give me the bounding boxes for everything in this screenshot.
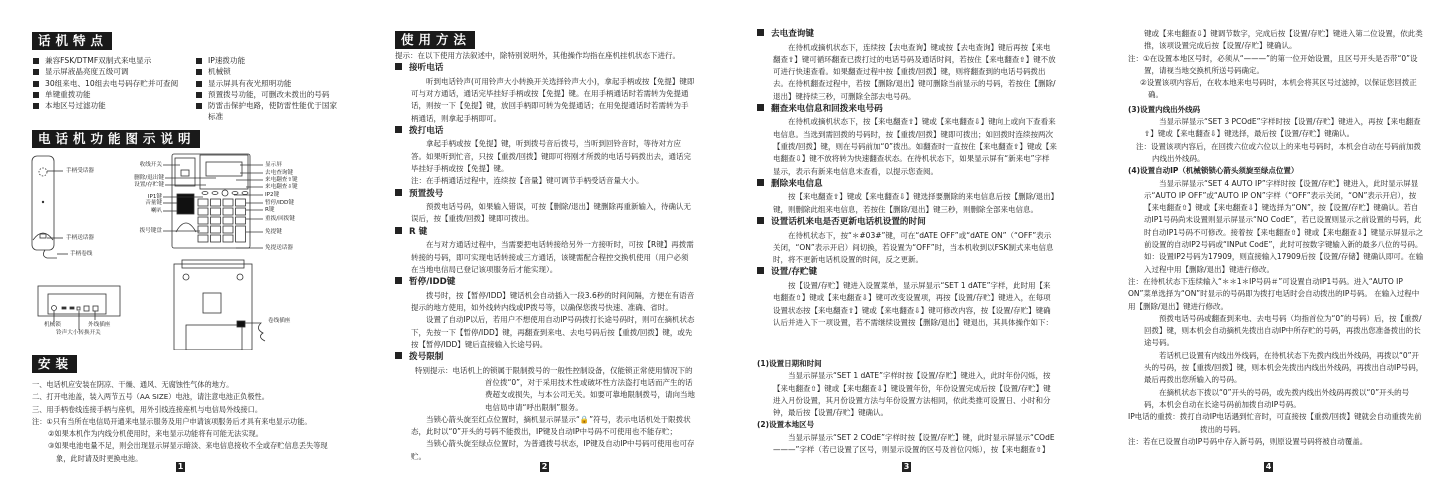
paragraph: 当锁心箭头旋至红点位置时，摘机显示屏显示“🔒”符号，表示电话机处于限拨状态，此时以“0”开头的号码不能拨出，IP键及自动IP中号码不可使用也不能存贮； — [411, 414, 691, 437]
label-redial-key: 重拨/回拨键 — [265, 216, 295, 222]
page3-text — [757, 28, 1057, 329]
paragraph: 设置了自动IP以后，若用户不想使用自动IP号码拨打长途号码时，则可在摘机状态下，先按一下【暂停/IDD】键，再翻查到来电、去电号码后按【重拨/回拨】键，或先按【暂停/IDD】键后直接输入长途号码。 — [411, 315, 695, 349]
section-heading: 预置拨号 — [395, 188, 695, 202]
section-heading: 翻查来电信息和回拨来电号码 — [757, 103, 1057, 117]
settings-subsections — [757, 358, 1057, 456]
label-delete-exit-key: 删除/退出键 — [134, 175, 164, 181]
label-display: 显示屏 — [265, 162, 282, 168]
label-lock: 机械锁 — [44, 322, 61, 328]
page-number: 4 — [1265, 462, 1272, 471]
section-heading: 拨打电话 — [395, 125, 695, 139]
section-heading: 接听电话 — [395, 62, 695, 76]
keypad-key — [223, 226, 233, 233]
section-heading: 暂停/IDD键 — [395, 276, 695, 290]
note: 注：在手柄通话过程中，连续按【音量】键可调节手柄受话音量大小。 — [411, 176, 644, 186]
keypad-key — [198, 235, 208, 242]
feature-item: 防雷击保护电路，使防雷性能优于国家标准 — [196, 100, 341, 123]
label-ringer-switch: 铃声大小转换开关 — [56, 330, 101, 336]
section-heading: 删除来电信息 — [757, 178, 1057, 192]
paragraph: 预拨电话号码，如果输入错误，可按【删除/退出】键删除再重新输入，待确认无误后，按【重拨/回拨】键即可拨出。 — [411, 202, 692, 224]
feature-item: 显示屏液晶亮度五级可调 — [33, 66, 193, 77]
feature-item: IP速拨功能 — [196, 55, 341, 66]
paragraph: 预拨电话号码或翻查到来电、去电号码（均指首位为“0”的号码）后，按【重拨/回拨】键，则本机会自动摘机先拨出自动IP中所存贮的号码，再拨出您准备拨出的长途号码。 — [1144, 313, 1422, 348]
paragraph: 若话机已设置有内线出外线码，在待机状态下先拨内线出外线码，再拨以“0”开头的号码，按【重拨/回拨】键，则本机会先拨出内线出外线码，再拨出自动IP号码，最后再拨出您所输入的号码。 — [1144, 350, 1424, 385]
section-heading: 设置/存贮键 — [757, 266, 1057, 280]
subsection-text: 当显示屏显示“SET 1 dATE”字样时按【设置/存贮】键进入，此时年份闪烁，按【来电翻查⇧】键或【来电翻查⇩】键设置年份，年份设置完成后按【设置/存贮】键进入月份设置，其月份设置方法与年份设置方法相同，依此类推可设置日、小时和分钟，最后按【设置/存贮】键确认。 — [773, 371, 1051, 418]
subsection-text: 当显示屏显示“SET 4 AUTO IP”字样时按【设置/存贮】键进入，此时显示屏显示“AUTO IP OFF”或“AUTO IP ON”字样（“OFF”表示关闭，“ON”表示开启），按【来电翻查⇧】键或【来电翻查⇩】键选择为“ON”，按【设置/存贮】键确认。若自动IP1号码尚未设置则显示屏显示“NO CodE”，若已设置则显示之前设置的号码，此时自动IP1号码不可修改。接着按【来电翻查⇧】键或【来电翻查⇩】键显示屏显示之前设置的自动IP2号码或“INPut CodE”，此时可按数字键输入新的最多八位的号码。如：设置IP2号码为17909，则直接输入17909后按【设置/存储】键确认即可。在输入过程中用【删除/退出】键进行修改。 — [1144, 178, 1424, 274]
paragraph: 在摘机状态下拨以“0”开头的号码，或先拨内线出外线码再拨以“0”开头的号码，本机会自动在长途号码前加拨自动IP号码。 — [1144, 387, 1410, 409]
keypad-key — [236, 208, 246, 215]
subsection-text: 当显示屏显示“SET 2 COdE”字样时按【设置/存贮】键，此时显示屏显示“COdE———”字样（若已设置了区号，则显示设置的区号及首位闪烁），按【来电翻查⇧】 — [773, 432, 1055, 455]
features-list-left — [33, 55, 193, 111]
install-note: 注：①只有当所在电信局开通来电显示服务及用户申请该项服务后才具有来电显示功能。 — [32, 416, 312, 426]
feature-item: 单键重拨功能 — [33, 89, 193, 100]
keypad-key — [223, 208, 233, 215]
page-number: 2 — [541, 462, 548, 471]
label-speaker: 喇叭 — [150, 208, 162, 214]
diagram-heading: 电话机功能图示说明 — [32, 130, 200, 148]
feature-item: 机械锁 — [196, 66, 341, 77]
subsection-text: 当显示屏显示“SET 3 PCOdE”字样时按【设置/存贮】键进入，再按【来电翻查⇧】键或【来电翻查⇩】键选择，最后按【设置/存贮】键确认。 — [1144, 117, 1421, 139]
label-pause-idd-key: 暂停/IDD键 — [265, 200, 294, 206]
section-heading: 拨号限制 — [395, 351, 695, 365]
keypad-key — [223, 235, 233, 242]
features-list-right — [196, 55, 341, 123]
label-volume-key: 音量键 — [145, 200, 162, 206]
keypad-key — [211, 235, 221, 242]
continued-text: 键或【来电翻查⇩】键调节数字，完成后按【设置/存贮】键进入第二位设置，依此类推，该项设置完成后按【设置/存贮】键确认。 — [1144, 29, 1423, 51]
paragraph: 当锁心箭头旋至绿点位置时，为普通拨号状态，IP键及自动IP中号码可使用也可存贮。 — [411, 439, 695, 461]
paragraph: 在待机或摘机状态下，连续按【去电查询】键或按【去电查询】键后再按【来电翻查⇧】键可循环翻查已拨打过的电话号码及通话时间，若按住【来电翻查⇧】键不放可进行快速查看。如果翻查过程中按【重拨/回拨】键，则将翻查到的电话号码拨出去。在待机翻查过程中，若按【删除/退出】键可删除当前显示的号码，若按住【删除/退出】键持续三秒，可删除全部去电号码。 — [773, 42, 1056, 101]
install-note: ③如果电池电量不足，则会出现显示屏显示暗淡、来电信息接收不全或存贮信息丢失等现象，此时请及时更换电池。 — [48, 441, 328, 463]
label-handsfree-mic: 免提送话器 — [265, 245, 293, 251]
keypad-key — [211, 226, 221, 233]
phone-front-illustration — [163, 154, 263, 248]
install-heading: 安装 — [32, 355, 77, 373]
note: 注：在待机状态下连续输入“＊＊1＊IP号码＃”可设置自动IP1号码。进入“AUTO IP ON”菜单选择为“ON”时显示的号码即为拨打电话时会自动拨出的IP号码。 在输入过程中用【删除/退出】键进行修改。 — [1128, 276, 1420, 311]
keypad-key — [236, 199, 246, 206]
usage-tip: 提示：在以下使用方法叙述中，除特别说明外，其他操作均指在座机挂机状态下进行。 — [395, 51, 680, 60]
keypad-key — [223, 199, 233, 206]
final-note: 注：若在已设置自动IP号码中存入新号码，则原设置号码将被自动覆盖。 — [1128, 436, 1368, 446]
paragraph: 拨号时，按【暂停/IDD】键话机会自动插入一段3.6秒的时间间隔，方便在有语音提示的地方使用，如外线转内线或IP拨号等，以确保您拨号快速、准确、省时。 — [411, 290, 695, 312]
keypad-key — [223, 217, 233, 224]
label-handset-receiver: 手柄受话器 — [66, 168, 94, 174]
label-cid-down-key: 来电翻查⇩键 — [265, 184, 298, 190]
label-line-jack: 外线插座 — [88, 322, 111, 328]
label-r-key: R键 — [265, 207, 275, 213]
label-handsfree-key: 免提键 — [265, 229, 282, 235]
paragraph: 拿起手柄或按【免提】键，听到拨号音后拨号，当听到回铃音时，等待对方应答。如果听到忙音，只按【重拨/回拨】键即可将刚才所拨的电话号码拨出去，通话完毕挂好手柄或按【免提】键。 — [411, 139, 692, 174]
install-line: 三、用手柄卷线连接手柄与座机，用外引线连接座机与电信局外线接口。 — [32, 404, 263, 414]
label-ip2-key: IP2键 — [265, 192, 280, 198]
install-note: ②如果本机作为内线分机使用时，来电显示功能将有可能无法实现。 — [48, 429, 263, 439]
feature-item: 显示屏具有夜光照明功能 — [196, 78, 341, 89]
label-handset-cord: 手柄卷线 — [70, 251, 93, 257]
note: 注：①在设置本地区号时，必须从“———”的第一位开始设置，且区号开头是否带“0”设置，请视当地交换机所送号码确定。 — [1128, 53, 1418, 75]
keypad-key — [198, 217, 208, 224]
label-keypad: 拨号键盘 — [139, 228, 162, 234]
paragraph: 在待机或摘机状态下，按【来电翻查⇧】键或【来电翻查⇩】键向上或向下查看来电信息。当选到需回拨的号码时，按【重拨/回拨】键即可拨出；如回拨时连续按两次【重拨/回拨】键，则在号码前加“0”拨出。如翻查时一直按住【来电翻查⇧】键或【来电翻查⇩】键不放将转为快速翻查状态。在待机状态下，如果显示屏有“新来电”字样显示，表示有新来电信息未查看，以提示您查阅。 — [773, 117, 1057, 176]
feature-item: 兼容FSK/DTMF双制式来电显示 — [33, 55, 193, 66]
handset-illustration — [32, 156, 68, 258]
page-1 — [0, 0, 362, 504]
subsection-title: (4)设置自动IP（机械锁锁心箭头须旋至绿点位置） — [1128, 166, 1299, 176]
subsection-title: (3)设置内线出外线码 — [1128, 104, 1201, 114]
special-notice: 特别提示：电话机上的锁属于限制拨号的一般性控制设备，仅能锁正常使用情况下的首位拨“0”，对于采用技术性或破坏性方法盗打电话而产生的话费超支或损失，与本公司无关。如要可靠地限制拨号，请向当地电信局申请“呼出限制”服务。 — [415, 365, 695, 412]
paragraph: 按【来电翻查⇧】键或【来电翻查⇩】键选择要删除的来电信息后按【删除/退出】键，则删除此组来电信息，若按住【删除/退出】键三秒，则删除全部来电信息。 — [773, 192, 1055, 214]
label-cid-up-key: 来电翻查⇧键 — [265, 177, 298, 183]
label-ip1-key: IP1键 — [147, 194, 162, 200]
subsection-title: (2)设置本地区号 — [757, 420, 815, 430]
phone-diagram — [0, 150, 362, 350]
page-number: 1 — [177, 462, 184, 471]
paragraph: 在待机状态下，按“＊#03#”键，可在“dATE OFF”或“dATE ON”（“OFF”表示关闭，“ON”表示开启）间切换，若设置为“OFF”时，当本机收到以FSK制式来电信息时，将不更新电话机设置的时间，反之更新。 — [773, 230, 1054, 265]
section-heading: 设置话机来电是否更新电话机设置的时间 — [757, 216, 1057, 230]
phone-bottom-illustration — [174, 260, 265, 350]
feature-item: 预置拨号功能，可删改未拨出的号码 — [196, 89, 341, 100]
label-set-store-key: 设置/存贮键 — [134, 182, 164, 188]
keypad-key — [198, 226, 208, 233]
note: 注：设置该项内容后，在回拨六位或六位以上的来电号码时，本机会自动在号码前加拨内线出外线码。 — [1136, 141, 1421, 163]
keypad-key — [211, 217, 221, 224]
ip-redial-note: IP电话的重拨：拨打自动IP电话遇到忙音时，可直接按【重拨/回拨】键就会自动重拨先前拨出的号码。 — [1128, 412, 1422, 434]
label-outgoing-key: 去电查询键 — [265, 170, 293, 176]
paragraph: 按【设置/存贮】键进入设置菜单，显示屏显示“SET 1 dATE”字样，此时用【来电翻查⇧】键或【来电翻查⇩】键可改变设置项，再按【设置/存贮】键进入，在每项设置状态按【来电翻查⇧】键或【来电翻查⇩】键可修改内容，按【设置/存贮】键确认后并进入下一项设置，若不需继续设置按【删除/退出】键退出，其具体操作如下： — [773, 280, 1054, 327]
note: ②设置该项内容后，在收本地来电号码时，本机会将其区号过滤掉，以保证您回拨正确。 — [1140, 78, 1417, 100]
usage-text — [395, 50, 695, 463]
label-handset-transmitter: 手柄送话器 — [66, 235, 94, 241]
paragraph: 在与对方通话过程中，当需要把电话转接给另外一方接听时，可按【R键】再拨需转接的号码，即可实现电话转接或三方通话，该键需配合程控交换机使用（用户必须在当地电信局已登记该项服务后才能实现）。 — [411, 240, 694, 274]
keypad-key — [198, 199, 208, 206]
page-4 — [1086, 0, 1448, 504]
install-line: 一、电话机应安装在阴凉、干燥、通风、无腐蚀性气体的地方。 — [32, 380, 234, 389]
features-heading: 话机特点 — [32, 32, 112, 50]
feature-item: 本地区号过滤功能 — [33, 100, 193, 111]
label-cord-jack: 卷线插座 — [268, 318, 291, 324]
section-heading: 去电查询键 — [757, 28, 1057, 42]
feature-item: 30组来电、10组去电号码存贮并可查阅 — [33, 78, 193, 89]
install-line: 二、打开电池盖，装入两节五号（AA SIZE）电池，请注意电池正负极性。 — [32, 392, 269, 402]
handsfree-key — [236, 226, 246, 242]
keypad-key — [211, 208, 221, 215]
page4-text — [1128, 28, 1424, 448]
subsection-title: (1)设置日期和时间 — [757, 359, 822, 368]
install-text — [32, 379, 337, 465]
page-2 — [362, 0, 724, 504]
section-heading: R 键 — [395, 226, 695, 240]
keypad-key — [198, 208, 208, 215]
page-number: 3 — [903, 462, 910, 471]
label-hook-switch: 收线开关 — [139, 162, 162, 168]
keypad-key — [236, 217, 246, 224]
paragraph: 听到电话铃声(可用铃声大小转换开关选择铃声大小)，拿起手柄或按【免提】键即可与对方通话，通话完毕挂好手柄或按【免提】键。在用手柄通话时若需转为免提通话，则按一下【免提】键，放回手柄即可转为免提通话；在用免提通话时若需转为手柄通话，则拿起手柄即可。 — [411, 76, 695, 123]
usage-heading: 使用方法 — [395, 31, 475, 49]
keypad-key — [211, 199, 221, 206]
page-3 — [724, 0, 1086, 504]
